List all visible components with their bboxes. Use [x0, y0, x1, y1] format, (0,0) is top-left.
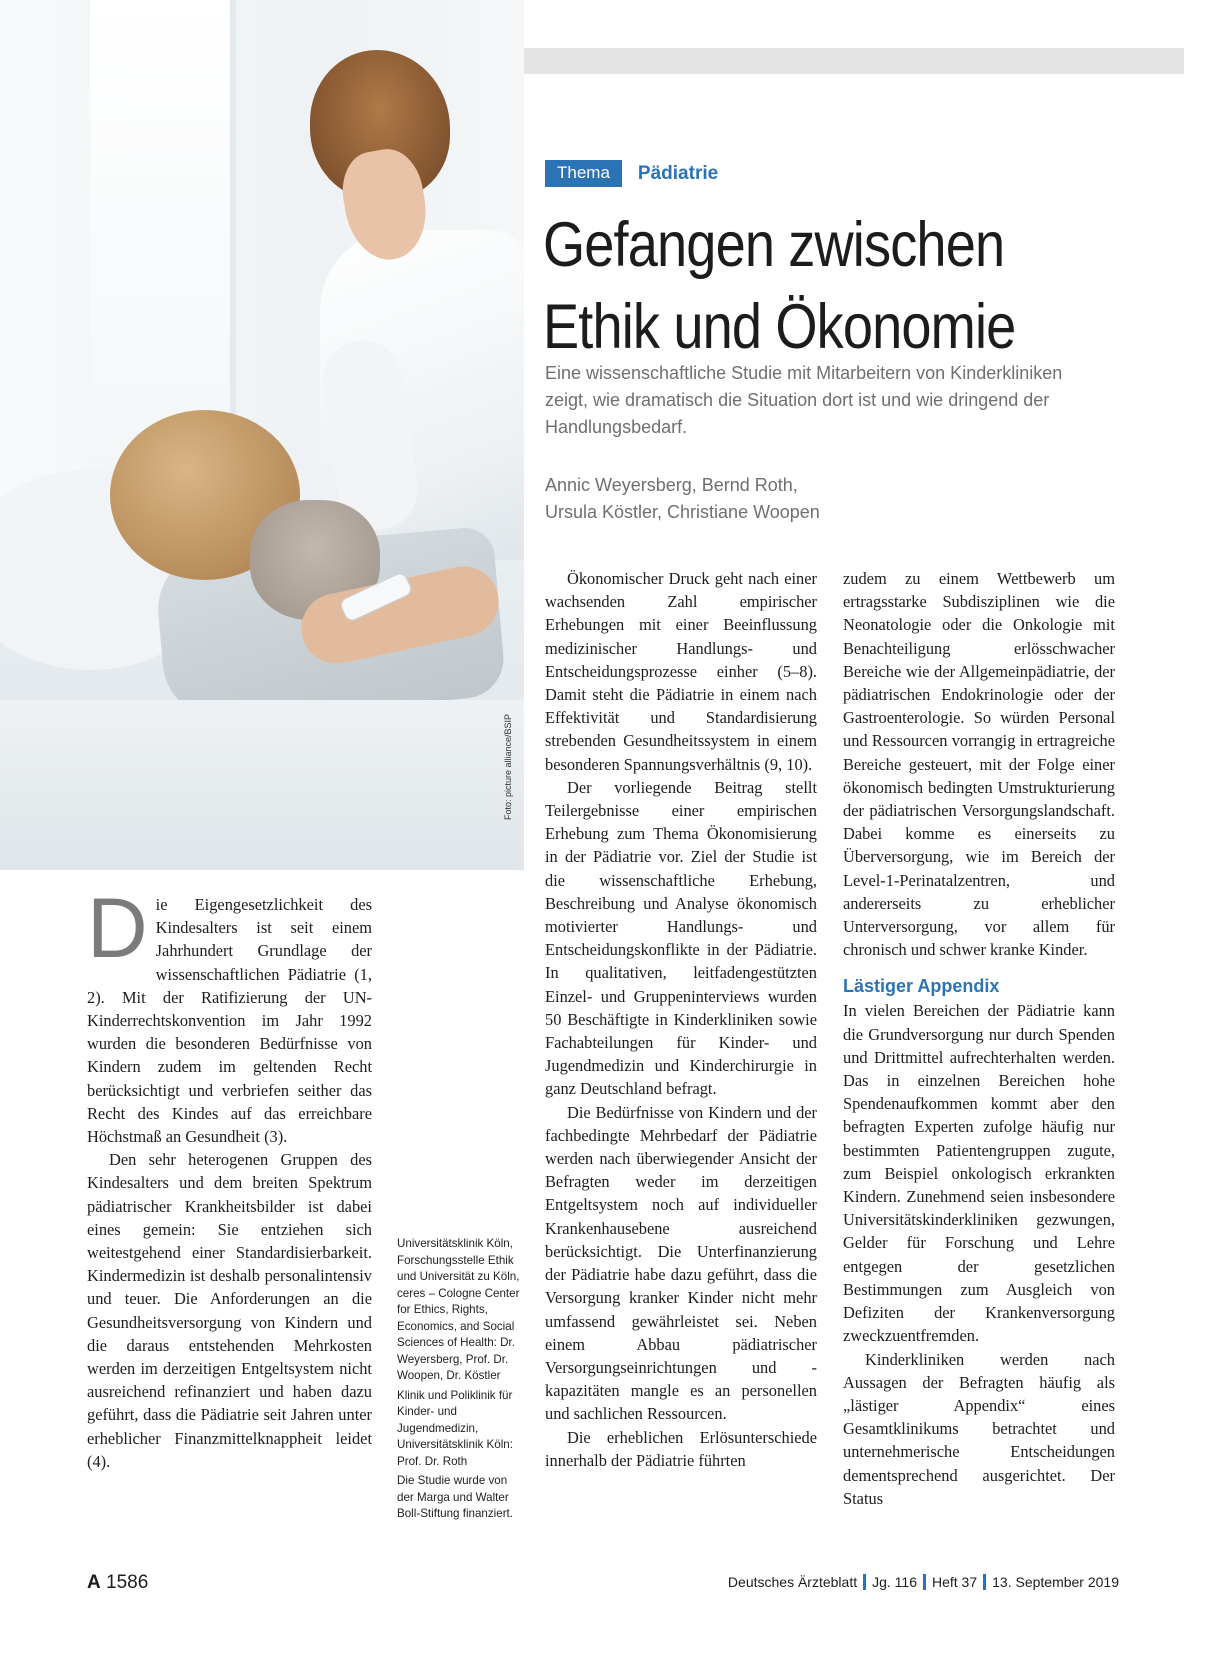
paragraph-text: ie Eigengesetzlichkeit des Kindesalters ist seit einem Jahrhundert Grundlage der wissenschaftlichen Pädiatrie (1, 2). Mit der Ratifizierung der UN-Kinderrechtskonvention im Jahr 1992 wurden die besonderen Bedürfnisse von Kindern zudem im geltenden Recht berücksichtigt und verbriefen seither das Recht des Kindes auf das erreichbare Höchstmaß an Gesundheit (3). — [87, 895, 372, 1147]
drop-cap: D — [87, 881, 148, 975]
body-column-2 — [545, 567, 817, 1472]
authors-line-1: Annic Weyersberg, Bernd Roth, — [545, 475, 798, 495]
kicker — [545, 160, 718, 187]
body-column-1 — [87, 881, 372, 1473]
title-line-1: Gefangen zwischen — [543, 210, 1005, 280]
paragraph — [87, 881, 372, 1148]
body-column-3 — [843, 567, 1115, 1510]
section-label: Pädiatrie — [637, 162, 719, 184]
page-number — [87, 1572, 148, 1594]
journal-volume: Jg. 116 — [872, 1574, 917, 1590]
paragraph: Der vorliegende Beitrag stellt Teilergebnisse einer empirischen Erhebung zum Thema Ökonomisierung in der Pädiatrie vor. Ziel der Studie ist die wissenschaftliche Erhebung, Beschreibung und Analyse ökonomisch motivierter Handlungs- und Entscheidungskonflikte in der Pädiatrie. In qualitativen, leitfadengestützten Einzel- und Gruppeninterviews wurden 50 Beschäftigte in Kinderkliniken sowie Fachabteilungen für Kinder- und Jugendmedizin und Kinderchirurgie in ganz Deutschland befragt. — [545, 777, 817, 1099]
article-lead: Eine wissenschaftliche Studie mit Mitarbeitern von Kinderkliniken zeigt, wie dramatisch die Situation dort ist und wie dringend der Handlungsbedarf. — [545, 363, 1063, 437]
funding-note: Die Studie wurde von der Marga und Walter Boll-Stiftung finanziert. — [397, 1474, 513, 1520]
folio-prefix: A — [87, 1572, 101, 1593]
folio-number: 1586 — [106, 1572, 149, 1593]
paragraph: Den sehr heterogenen Gruppen des Kindesalters und dem breiten Spektrum pädiatrischer Krankheitsbilder ist dabei eines gemein: Sie entziehen sich weitestgehend einer Standardisierbarkeit. Kindermedizin ist deshalb personalintensiv und teuer. Die Anforderungen an die Gesundheitsversorgung von Kindern und die daraus entstehenden Mehrkosten werden im derzeitigen Entgeltsystem nicht ausreichend refinanziert und haben dazu geführt, dass die Pädiatrie seit Jahren unter erheblicher Finanzmittelknappheit leidet (4). — [87, 1150, 372, 1471]
journal-name: Deutsches Ärzteblatt — [727, 1574, 858, 1590]
article-title — [543, 204, 1093, 368]
separator — [923, 1574, 926, 1590]
paragraph: zudem zu einem Wettbewerb um ertragsstarke Subdisziplinen wie die Neonatologie oder die Onkologie mit Benachteiligung erlösschwacher Bereiche wie der Allgemeinpädiatrie, der pädiatrischen Endokrinologie oder der Gastroenterologie. So würden Personal und Ressourcen vorrangig in ertragreiche Bereiche gesteuert, mit der Folge einer ökonomisch bedingten Umstrukturierung der pädiatrischen Versorgungslandschaft. Dabei komme es einerseits zu Überversorgung, wie im Bereich der Level-1-Perinatalzentren, und andererseits zu erheblicher Unterversorgung, vor allem für chronisch und schwer kranke Kinder. — [843, 569, 1115, 960]
authors-line-2: Ursula Köstler, Christiane Woopen — [545, 502, 820, 522]
affiliation-1: Universitätsklinik Köln, Forschungsstelle Ethik und Universität zu Köln, ceres – Cologne Center for Ethics, Rights, Economics, and Social Sciences of Health: Dr. Weyersberg, Prof. Dr. Woopen, Dr. Köstler — [397, 1237, 520, 1382]
paragraph: In vielen Bereichen der Pädiatrie kann die Grundversorgung nur durch Spenden und Drittmittel aufrechterhalten werden. Das in einzelnen Bereichen hohe Spendenaufkommen kommt aber den befragten Experten zufolge häufig nur bestimmten Patientengruppen zugute, zum Beispiel onkologisch erkrankten Kindern. Zunehmend seien insbesondere Universitätskinderkliniken gezwungen, Gelder für Forschung und Lehre entgegen der gesetzlichen Bestimmungen zum Ausgleich von Defiziten der Krankenversorgung zweckzuentfremden. — [843, 1001, 1115, 1346]
separator — [863, 1574, 866, 1590]
top-gray-bar — [524, 48, 1184, 74]
separator — [983, 1574, 986, 1590]
paragraph: Die Bedürfnisse von Kindern und der fachbedingte Mehrbedarf der Pädiatrie werden nach überwiegender Ansicht der Befragten weder im derzeitigen Entgeltsystem noch auf individueller Krankenhausebene ausreichend berücksichtigt. Die Unterfinanzierung der Pädiatrie habe dazu geführt, dass die Versorgung kranker Kinder nicht mehr umfassend gewährleistet sei. Neben einem Abbau pädiatrischer Versorgungseinrichtungen und -kapazitäten mangle es an personellen und sachlichen Ressourcen. — [545, 1102, 817, 1424]
paragraph: Ökonomischer Druck geht nach einer wachsenden Zahl empirischer Erhebungen mit einer Beeinflussung medizinischer Handlungs- und Entscheidungsprozesse einher (5–8). Damit steht die Pädiatrie in einem nach Effektivität und Standardisierung strebenden Gesundheitssystem in einem besonderen Spannungsverhältnis (9, 10). — [545, 569, 817, 774]
paragraph: Die erheblichen Erlösunterschiede innerhalb der Pädiatrie führten — [545, 1427, 817, 1470]
journal-date: 13. September 2019 — [992, 1574, 1119, 1590]
title-line-2: Ethik und Ökonomie — [543, 292, 1016, 362]
paragraph: Kinderkliniken werden nach Aussagen der Befragten häufig als „lästiger Appendix“ eines Gesamtklinikums betrachtet und unternehmerische Entscheidungen dementsprechend ausgerichtet. Der Status — [843, 1349, 1115, 1508]
hero-photo — [0, 0, 524, 870]
journal-info — [728, 1574, 1119, 1590]
author-affiliations — [397, 1236, 522, 1526]
article-authors — [545, 472, 1105, 526]
photo-window — [90, 0, 236, 480]
photo-credit: Foto: picture alliance/BSIP — [503, 713, 513, 820]
subheading: Lästiger Appendix — [843, 976, 1000, 997]
affiliation-2: Klinik und Poliklinik für Kinder- und Jugendmedizin, Universitätsklinik Köln: Prof. Dr. Roth — [397, 1388, 513, 1468]
topic-tag: Thema — [545, 160, 622, 187]
photo-bedsheet — [0, 700, 524, 870]
journal-issue: Heft 37 — [931, 1574, 978, 1590]
